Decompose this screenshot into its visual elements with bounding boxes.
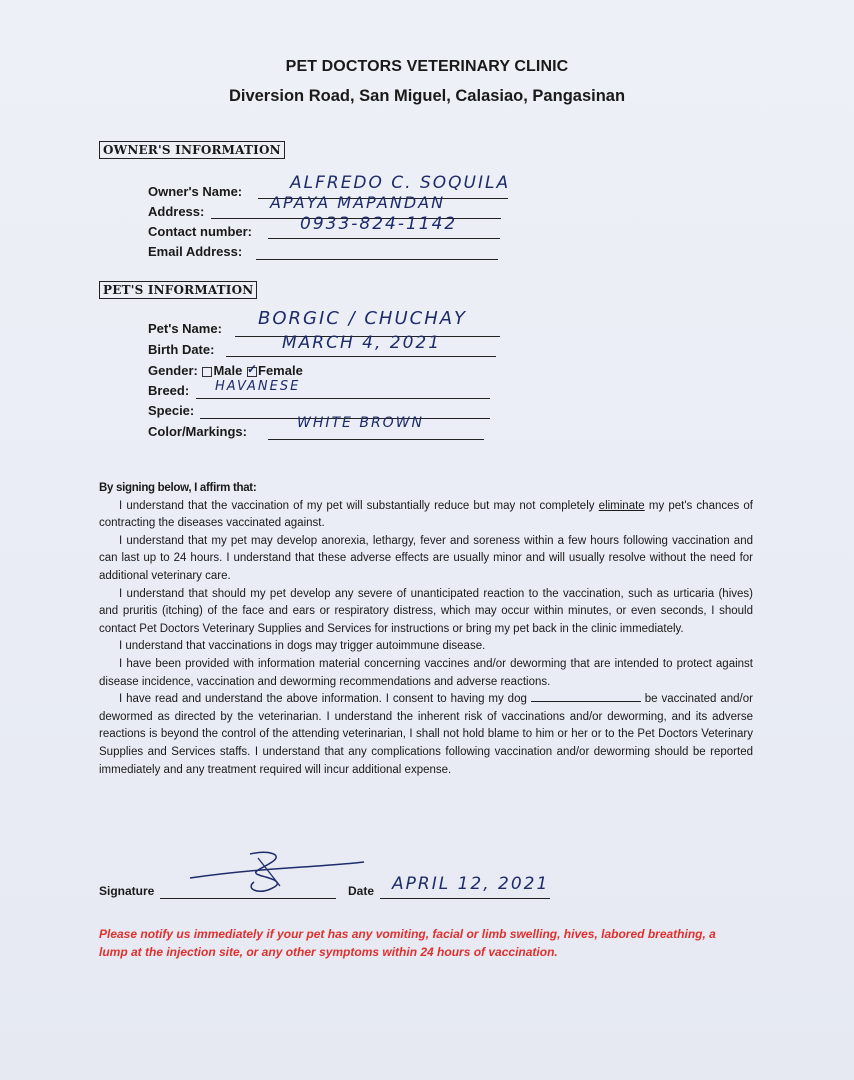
gender-row [148, 363, 303, 379]
handwritten-signature [188, 848, 368, 894]
date-label: Date [348, 884, 375, 898]
birth-date-value: MARCH 4, 2021 [282, 333, 442, 353]
breed-line[interactable] [196, 398, 490, 399]
signature-row [99, 884, 154, 898]
female-checkbox[interactable] [247, 361, 258, 377]
contact-label: Contact number: [148, 224, 252, 239]
owner-section-heading: OWNER'S INFORMATION [99, 141, 285, 159]
affirmation-p5: I have been provided with information material concerning vaccines and/or deworming that are intended to protect against disease incidence, vaccination and deworming recommendations and adverse reactions. [99, 657, 753, 688]
color-value: WHITE BROWN [297, 415, 425, 431]
checkmark-icon: ✓ [247, 361, 258, 376]
color-label: Color/Markings: [148, 424, 247, 439]
signature-label: Signature [99, 884, 155, 898]
male-checkbox[interactable] [202, 367, 212, 377]
pet-name-value: BORGIC / CHUCHAY [258, 308, 468, 329]
address-label: Address: [148, 204, 205, 219]
affirmation-p4: I understand that vaccinations in dogs may trigger autoimmune disease. [119, 640, 486, 653]
affirmation-text [99, 480, 753, 779]
affirmation-p2: I understand that my pet may develop anorexia, lethargy, fever and soreness within a few hours following vaccination and can last up to 24 hours. I understand that these adverse effects are usually minor and will usually resolve without the need for additional veterinary care. [99, 534, 753, 582]
male-label: Male [213, 363, 243, 378]
breed-label: Breed: [148, 383, 190, 398]
dog-name-blank[interactable] [531, 701, 641, 702]
affirmation-p1: I understand that the vaccination of my pet will substantially reduce but may not completely eliminate my pet's chances of contracting the diseases vaccinated against. [99, 499, 753, 530]
affirmation-p3: I understand that should my pet develop any severe of unanticipated reaction to the vaccination, such as urticaria (hives) and pruritis (itching) of the face and ears or respiratory distress, which may occur within minutes, or even seconds, I should contact Pet Doctors Veterinary Supplies and Services for instructions or bring my pet back in the clinic immediately. [99, 587, 753, 635]
birth-date-line[interactable] [226, 356, 496, 357]
pet-name-label: Pet's Name: [148, 321, 222, 336]
date-row [348, 884, 374, 898]
email-label: Email Address: [148, 244, 243, 259]
pet-section-heading: PET'S INFORMATION [99, 281, 257, 299]
contact-line[interactable] [268, 238, 500, 239]
color-line[interactable] [268, 439, 484, 440]
gender-label: Gender: [148, 363, 198, 378]
affirmation-p6: I have read and understand the above information. I consent to having my dog be vaccinated and/or dewormed as directed by the veterinarian. I understand the inherent risk of vaccinations and/or deworming, and its adverse reactions is beyond the control of the attending veterinarian, I shall not hold blame to him or her or to the Pet Doctors Veterinary Supplies and Services staffs. I understand that any complications following vaccination and/or deworming should be reported immediately and any treatment required will incur additional expense. [99, 693, 753, 776]
clinic-name: PET DOCTORS VETERINARY CLINIC [285, 58, 569, 75]
owner-name-value: ALFREDO C. SOQUILA [290, 173, 511, 193]
contact-value: 0933-824-1142 [300, 214, 458, 234]
specie-label: Specie: [148, 403, 195, 418]
affirmation-lead: By signing below, I affirm that: [99, 482, 257, 494]
clinic-address: Diversion Road, San Miguel, Calasiao, Pangasinan [228, 87, 626, 105]
date-value: APRIL 12, 2021 [392, 874, 550, 894]
date-line[interactable] [380, 898, 550, 899]
breed-value: HAVANESE [215, 379, 301, 394]
address-value: APAYA MAPANDAN [270, 193, 446, 212]
signature-line[interactable] [160, 898, 336, 899]
owner-name-label: Owner's Name: [148, 184, 243, 199]
birth-date-label: Birth Date: [148, 342, 215, 357]
female-label: Female [258, 363, 303, 378]
warning-notice: Please notify us immediately if your pet has any vomiting, facial or limb swelling, hives, labored breathing, a lump at the injection site, or any other symptoms within 24 hours of vaccination. [99, 927, 716, 959]
email-line[interactable] [256, 259, 498, 260]
